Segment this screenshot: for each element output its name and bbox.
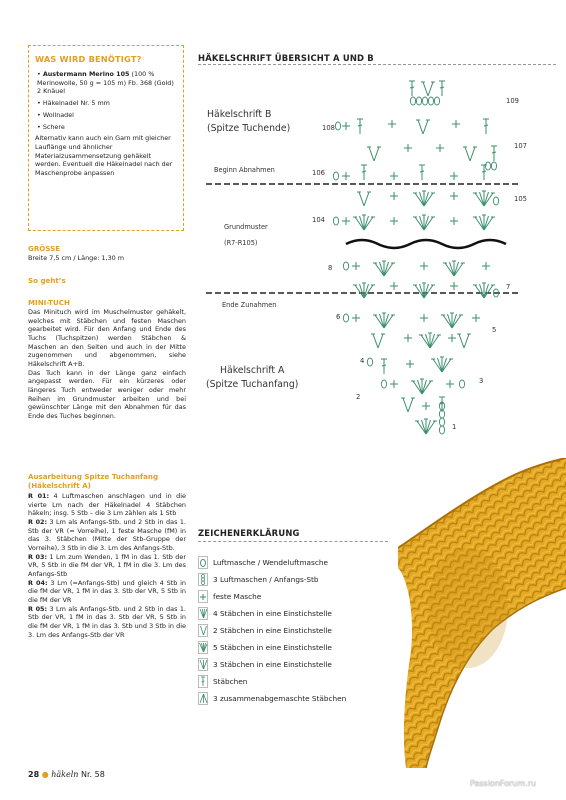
materials-item: • Austermann Merino 105 (100 % Merinowolle, 50 g = 105 m) Fb. 368 (Gold) 2 Knäuel [37, 70, 174, 96]
legend-label: feste Masche [213, 592, 262, 601]
row-number: 107 [514, 142, 527, 150]
chain-icon [198, 556, 208, 569]
row-number: 105 [514, 195, 527, 203]
minituch-heading: MINI-TUCH [28, 298, 70, 307]
materials-item-text: Schere [42, 122, 65, 131]
legend-item [198, 623, 332, 638]
row-number: 1 [452, 423, 457, 431]
legend-label: 5 Stäbchen in eine Einstichstelle [213, 643, 332, 652]
chart-label-b-line1: Häkelschrift B [207, 109, 272, 120]
legend-item [198, 640, 332, 655]
legend-label: Luftmasche / Wendeluftmasche [213, 558, 328, 567]
materials-item: • Wollnadel [37, 110, 74, 119]
single-crochet-icon [198, 590, 208, 603]
row-text: 1 Lm zum Wenden, 1 fM in das 1. Stb der VR, 5 Stb in die fM der VR, 1 fM in die 3. Lm des Anfangs-Stb [28, 552, 186, 578]
legend-item [198, 657, 332, 672]
row-label: R 03: [28, 552, 48, 561]
legend-item [198, 555, 328, 570]
materials-box [28, 45, 184, 231]
row-instruction [28, 553, 186, 579]
bullet-icon: ● [41, 770, 49, 779]
row-text: 4 Luftmaschen anschlagen und in die vierte Lm nach der Häkelnadel 4 Stäbchen häkeln; insg. 5 Stb – die 3 Lm zählen als 1 Stb [28, 492, 186, 518]
materials-item-bold: Austermann Merino 105 [42, 70, 130, 78]
materials-title: WAS WIRD BENÖTIGT? [35, 54, 142, 64]
materials-item-text: (100 % Merinowolle, 50 g = 105 m) Fb. 368 (Gold) 2 Knäuel [37, 70, 174, 96]
row-number: 7 [506, 283, 511, 291]
materials-item-text: Häkelnadel Nr. 5 mm [42, 98, 110, 107]
row-number: 4 [360, 357, 365, 365]
legend-label: 2 Stäbchen in eine Einstichstelle [213, 626, 332, 635]
two-dc-icon [198, 624, 208, 637]
chart-row-105 [357, 191, 499, 206]
minituch-paragraph-1: Das Minituch wird im Muschelmuster gehäkelt, welches mit Stäbchen und festen Maschen gearbeitet wird. Für den Anfang und Ende des Tuchs (Tuchspitzen) werden Stäbchen & Maschen an den Seiten und auch in der Mitte zugenommen und abgenommen, siehe Häkelschrift A+B. [28, 308, 186, 368]
chart-row-107 [367, 144, 497, 170]
divider [198, 541, 388, 543]
row-number: 2 [356, 393, 361, 401]
row-number: 106 [312, 169, 325, 177]
row-instruction [28, 492, 186, 518]
row-label: R 01: [28, 492, 50, 500]
row-number: 104 [312, 216, 325, 224]
three-chain-icon [198, 573, 208, 586]
row-number: 109 [506, 97, 519, 105]
legend-item [198, 691, 346, 706]
three-dc-together-icon [198, 692, 208, 705]
legend-item [198, 674, 247, 689]
five-dc-fan-icon [198, 641, 208, 654]
chart-row-108 [335, 119, 489, 134]
chart-row-104 [333, 215, 495, 230]
issue-number: Nr. 58 [80, 770, 105, 779]
yarn-photo [398, 458, 566, 768]
crochet-chart [198, 66, 556, 446]
chart-title: HÄKELSCHRIFT ÜBERSICHT A UND B [198, 53, 374, 63]
chart-row-4 [367, 357, 453, 374]
so-gehts-heading: So geht’s [28, 276, 66, 285]
label-end-increase: Ende Zunahmen [222, 301, 277, 309]
chart-row-2 [401, 397, 445, 412]
legend-label: 3 zusammenabgemaschte Stäbchen [213, 694, 347, 703]
label-begin-decrease: Beginn Abnahmen [214, 166, 275, 174]
four-dc-fan-icon [198, 607, 208, 620]
chart-row-6 [343, 313, 480, 328]
row-instruction [28, 518, 186, 553]
legend-item [198, 589, 261, 604]
chart-row-106 [333, 165, 487, 180]
minituch-paragraph-2: Das Tuch kann in der Länge ganz einfach angepasst werden. Für ein kürzeres oder längeres Tuch entweder weniger oder mehr Reihen im Grundmuster arbeiten und bei gewünschter Länge mit den Abnahmen für das Ende des Tuches beginnen. [28, 368, 186, 420]
legend-item [198, 606, 332, 621]
row-label: R 04: [28, 578, 48, 587]
chart-row-5 [371, 333, 471, 348]
row-instruction [28, 579, 186, 605]
chart-row-3 [381, 379, 464, 394]
row-text: 3 Lm als Anfangs-Stb. und 2 Stb in das 1. Stb der VR, 1 fM in das 3. Stb der VR, 5 Stb in die fM der VR, 1 fM in das 3. Stb und 3 Stb in die 3. Lm des Anfangs-Stb der VR [28, 604, 186, 639]
legend-label: 4 Stäbchen in eine Einstichstelle [213, 609, 332, 618]
chart-row-7 [353, 282, 499, 298]
row-number: 108 [322, 124, 335, 132]
ausarbeitung-rows [28, 492, 186, 639]
minituch-text [28, 308, 186, 421]
label-grundmuster-rows: (R7-R105) [224, 239, 258, 247]
materials-item-text: Wollnadel [42, 110, 74, 119]
row-label: R 02: [28, 517, 48, 526]
chart-label-b-line2: (Spitze Tuchende) [207, 123, 291, 134]
size-heading: GRÖSSE [28, 244, 61, 253]
size-text: Breite 7,5 cm / Länge: 1,30 m [28, 254, 125, 262]
legend-item [198, 572, 319, 587]
page-number: 28 [28, 770, 40, 779]
page-footer [28, 770, 105, 779]
chart-row-8 [343, 261, 490, 276]
chart-row-1 [415, 402, 445, 434]
legend-title: ZEICHENERKLÄRUNG [198, 528, 300, 538]
legend-label: 3 Luftmaschen / Anfangs-Stb [213, 575, 319, 584]
label-grundmuster: Grundmuster [224, 223, 268, 231]
chart-label-a-line1: Häkelschrift A [220, 365, 285, 376]
materials-item: • Häkelnadel Nr. 5 mm [37, 98, 110, 107]
row-number: 5 [492, 326, 497, 334]
row-number: 6 [336, 313, 341, 321]
three-dc-icon [198, 658, 208, 671]
row-label: R 05: [28, 604, 48, 613]
materials-item: • Schere [37, 122, 65, 131]
chart-row-109 [409, 81, 445, 105]
watermark: PassionForum.ru [470, 779, 537, 788]
legend-label: Stäbchen [213, 677, 248, 686]
ausarbeitung-heading: Ausarbeitung Spitze Tuchanfang (Häkelschrift A) [28, 472, 159, 490]
brand-name: häkeln [51, 770, 79, 779]
row-instruction [28, 605, 186, 640]
legend-label: 3 Stäbchen in eine Einstichstelle [213, 660, 332, 669]
row-number: 3 [479, 377, 484, 385]
chart-label-a-line2: (Spitze Tuchanfang) [206, 379, 299, 390]
double-crochet-icon [198, 675, 208, 688]
row-number: 8 [328, 264, 333, 272]
row-text: 3 Lm als Anfangs-Stb. und 2 Stb in das 1. Stb der VR (= Vorreihe), 1 feste Masche (fM) in das 3. Stäbchen (Mitte der Stb-Gruppe der Vorreihe), 3 Stb in die 3. Lm des Anfangs-Stb. [28, 517, 186, 552]
row-text: 3 Lm (=Anfangs-Stb) und gleich 4 Stb in die fM der VR, 1 fM in das 3. Stb der VR, 5 Stb in die fM der VR [28, 578, 186, 604]
materials-note: Alternativ kann auch ein Garn mit gleicher Lauflänge und ähnlicher Materialzusammensetzung gehäkelt werden. Eventuell die Häkelnadel nach der Maschenprobe anpassen [35, 134, 173, 177]
